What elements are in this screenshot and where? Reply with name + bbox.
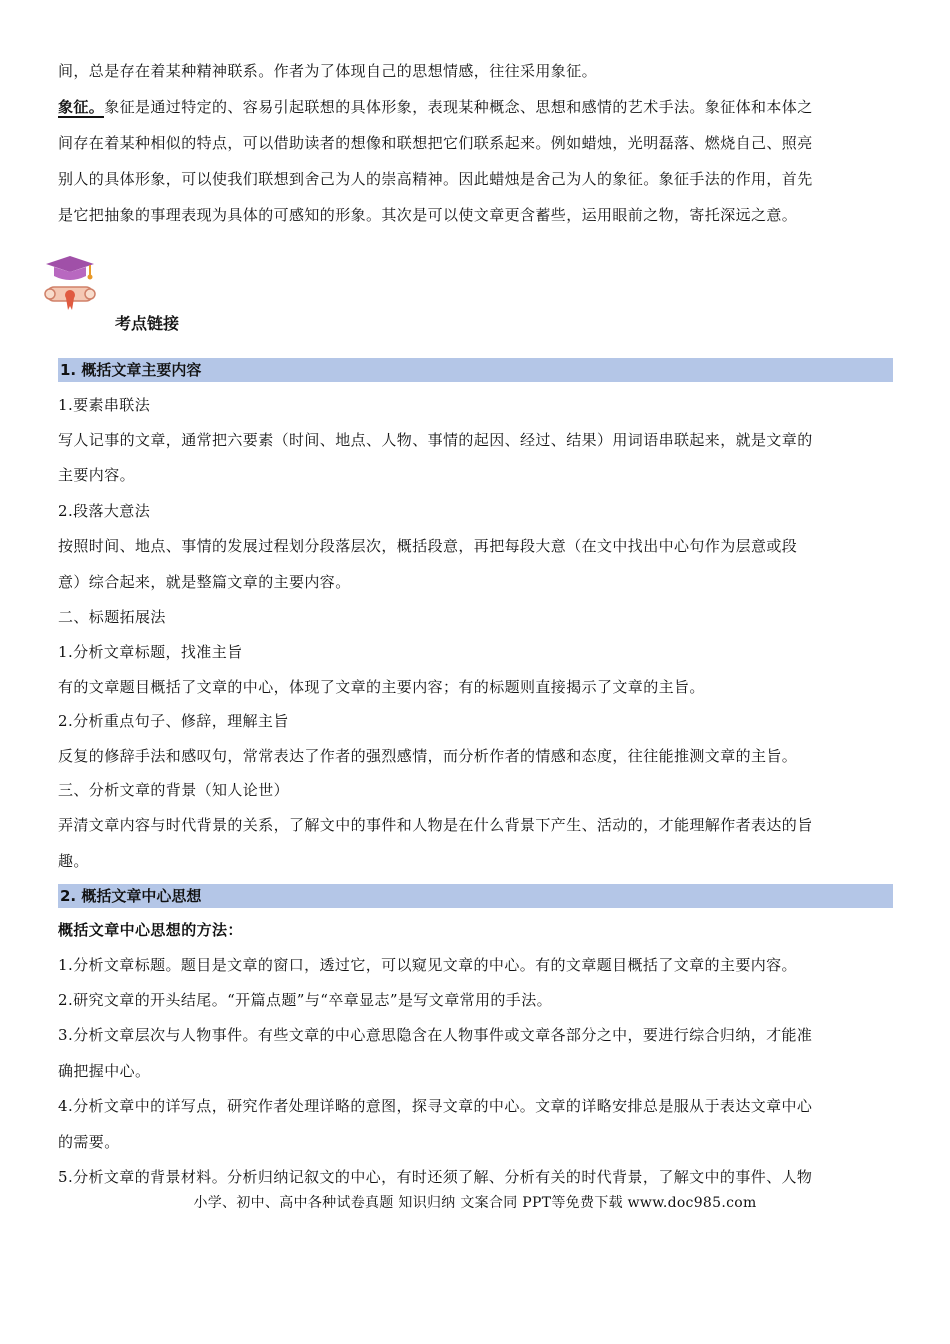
list-item: 5.分析文章的背景材料。分析归纳记叙文的中心，有时还须了解、分析有关的时代背景，了解文中的事件、人物 <box>58 1168 813 1186</box>
section-2-subtitle: 概括文章中心思想的方法： <box>58 921 243 939</box>
list-item: 4.分析文章中的详写点，研究作者处理详略的意图，探寻文章的中心。文章的详略安排总是服从于表达文章中心 <box>58 1097 813 1115</box>
paragraph-line <box>58 96 893 118</box>
keyword-symbolism: 象征。 <box>58 98 105 116</box>
section-1-title: 1. 概括文章主要内容 <box>58 358 893 382</box>
paragraph-line: 间存在着某种相似的特点，可以借助读者的想像和联想把它们联系起来。例如蜡烛，光明磊落、燃烧自己、照亮 <box>58 134 813 152</box>
list-item: 趣。 <box>58 852 89 870</box>
list-item: 的需要。 <box>58 1133 120 1151</box>
section-2-title: 2. 概括文章中心思想 <box>58 884 893 908</box>
list-item: 写人记事的文章，通常把六要素（时间、地点、人物、事情的起因、经过、结果）用词语串联起来，就是文章的 <box>58 431 813 449</box>
list-item: 意）综合起来，就是整篇文章的主要内容。 <box>58 573 351 591</box>
list-item: 2.研究文章的开头结尾。“开篇点题”与“卒章显志”是写文章常用的手法。 <box>58 991 552 1009</box>
paragraph-line: 间，总是存在着某种精神联系。作者为了体现自己的思想情感，往往采用象征。 <box>58 62 598 80</box>
section-heading: 考点链接 <box>115 314 180 333</box>
list-item: 1.分析文章标题，找准主旨 <box>58 643 243 661</box>
list-item: 三、分析文章的背景（知人论世） <box>58 781 290 799</box>
list-item: 1.要素串联法 <box>58 396 151 414</box>
list-item: 主要内容。 <box>58 466 136 484</box>
paragraph-line: 是它把抽象的事理表现为具体的可感知的形象。其次是可以使文章更含蓄些，运用眼前之物，寄托深远之意。 <box>58 206 798 224</box>
list-item: 确把握中心。 <box>58 1062 151 1080</box>
list-item: 2.分析重点句子、修辞，理解主旨 <box>58 712 289 730</box>
list-item: 反复的修辞手法和感叹句，常常表达了作者的强烈感情，而分析作者的情感和态度，往往能推测文章的主旨。 <box>58 747 798 765</box>
paragraph-text: 象征是通过特定的、容易引起联想的具体形象，表现某种概念、思想和感情的艺术手法。象征体和本体之 <box>104 98 813 116</box>
list-item: 1.分析文章标题。题目是文章的窗口，透过它，可以窥见文章的中心。有的文章题目概括了文章的主要内容。 <box>58 956 797 974</box>
list-item: 2.段落大意法 <box>58 502 151 520</box>
list-item: 弄清文章内容与时代背景的关系，了解文中的事件和人物是在什么背景下产生、活动的，才能理解作者表达的旨 <box>58 816 813 834</box>
list-item: 有的文章题目概括了文章的中心，体现了文章的主要内容；有的标题则直接揭示了文章的主旨。 <box>58 678 705 696</box>
list-item: 二、标题拓展法 <box>58 608 166 626</box>
page-footer: 小学、初中、高中各种试卷真题 知识归纳 文案合同 PPT等免费下载 www.doc985.com <box>193 1195 757 1211</box>
paragraph-line: 别人的具体形象，可以使我们联想到舍己为人的崇高精神。因此蜡烛是舍己为人的象征。象征手法的作用，首先 <box>58 170 813 188</box>
graduation-cap-diploma-icon <box>42 254 98 314</box>
list-item: 按照时间、地点、事情的发展过程划分段落层次，概括段意，再把每段大意（在文中找出中心句作为层意或段 <box>58 537 798 555</box>
list-item: 3.分析文章层次与人物事件。有些文章的中心意思隐含在人物事件或文章各部分之中，要进行综合归纳，才能准 <box>58 1026 813 1044</box>
